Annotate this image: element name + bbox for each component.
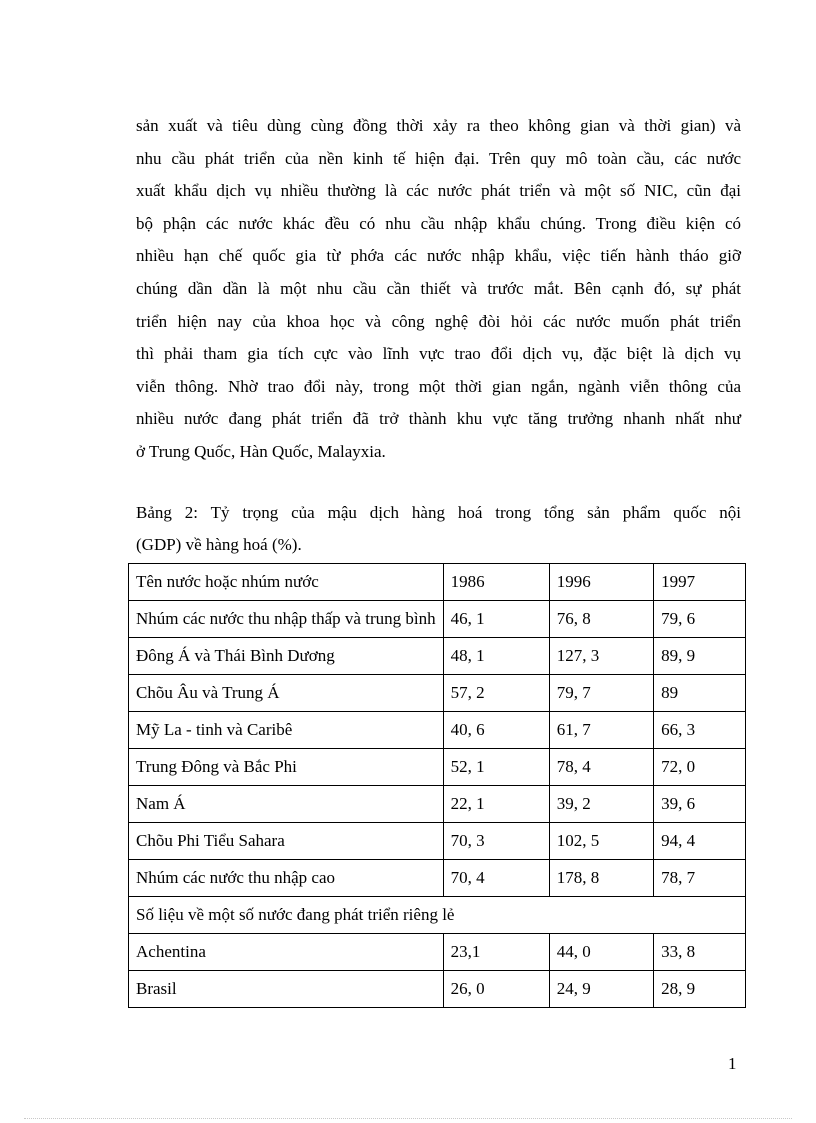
paragraph-line: ở Trung Quốc, Hàn Quốc, Malayxia. (136, 441, 386, 461)
table-cell-value: 40, 6 (443, 712, 549, 749)
table-cell-region: Nhúm các nước thu nhập cao (129, 860, 444, 897)
paragraph-line: nhiều hạn chế quốc gia từ phớa các nước nhập khẩu, việc tiến hành tháo giỡ (136, 246, 741, 266)
table-row (129, 749, 746, 786)
table-row (129, 860, 746, 897)
table-cell-value: 48, 1 (443, 638, 549, 675)
table-cell-value: 33, 8 (654, 934, 746, 971)
table-row (129, 823, 746, 860)
page-number: 1 (728, 1054, 737, 1073)
paragraph-line: xuất khẩu dịch vụ nhiều thường là các nước phát triển và một số NIC, cũn đại (136, 181, 741, 201)
header-cell-1997: 1997 (654, 564, 746, 601)
paragraph-line: chúng dần dần là một nhu cầu cần thiết và trước mắt. Bên cạnh đó, sự phát (136, 278, 741, 298)
table-cell-region: Nam Á (129, 786, 444, 823)
trade-share-table (128, 563, 746, 1008)
table-cell-region: Nhúm các nước thu nhập thấp và trung bình (129, 601, 444, 638)
paragraph-line: triển hiện nay của khoa học và công nghệ đòi hỏi các nước muốn phát triển (136, 311, 741, 331)
table-cell-value: 24, 9 (549, 971, 653, 1008)
table-row (129, 934, 746, 971)
table-cell-value: 78, 7 (654, 860, 746, 897)
table-cell-region: Chõu Âu và Trung Á (129, 675, 444, 712)
paragraph-line: bộ phận các nước khác đều có nhu cầu nhập khẩu chúng. Trong điều kiện có (136, 213, 741, 233)
paragraph-line: nhiều nước đang phát triển đã trở thành khu vực tăng trưởng nhanh nhất như (136, 409, 741, 429)
table-row (129, 638, 746, 675)
table-cell-region: Mỹ La - tinh và Caribê (129, 712, 444, 749)
table-cell-region: Trung Đông và Bắc Phi (129, 749, 444, 786)
body-paragraph (136, 110, 741, 469)
paragraph-line: nhu cầu phát triển của nền kinh tế hiện đại. Trên quy mô toàn cầu, các nước (136, 148, 741, 168)
table-cell-region: Chõu Phi Tiểu Sahara (129, 823, 444, 860)
table-cell-value: 79, 7 (549, 675, 653, 712)
caption-line: (GDP) về hàng hoá (%). (136, 535, 302, 554)
table-cell-value: 66, 3 (654, 712, 746, 749)
table-cell-value: 102, 5 (549, 823, 653, 860)
header-cell-country: Tên nước hoặc nhúm nước (129, 564, 444, 601)
table-row (129, 971, 746, 1008)
table-cell-value: 44, 0 (549, 934, 653, 971)
paragraph-line: thì phải tham gia tích cực vào lĩnh vực trao đổi dịch vụ, đặc biệt là dịch vụ (136, 344, 741, 364)
table-cell-value: 178, 8 (549, 860, 653, 897)
table-cell-value: 22, 1 (443, 786, 549, 823)
paragraph-line: viễn thông. Nhờ trao đổi này, trong một thời gian ngắn, ngành viễn thông của (136, 376, 741, 396)
table-cell-value: 26, 0 (443, 971, 549, 1008)
table-cell-country: Achentina (129, 934, 444, 971)
table-caption (136, 497, 741, 561)
table-cell-value: 39, 6 (654, 786, 746, 823)
caption-line: Bảng 2: Tỷ trọng của mậu dịch hàng hoá trong tổng sản phẩm quốc nội (136, 503, 741, 522)
table-row (129, 601, 746, 638)
table-row (129, 675, 746, 712)
table-cell-value: 70, 3 (443, 823, 549, 860)
table-section-label: Số liệu về một số nước đang phát triển riêng lẻ (129, 897, 746, 934)
table-cell-value: 28, 9 (654, 971, 746, 1008)
table-section-row (129, 897, 746, 934)
table-cell-value: 72, 0 (654, 749, 746, 786)
table-cell-value: 57, 2 (443, 675, 549, 712)
table-cell-value: 39, 2 (549, 786, 653, 823)
header-cell-1996: 1996 (549, 564, 653, 601)
page-bottom-divider (24, 1118, 792, 1119)
table-cell-value: 78, 4 (549, 749, 653, 786)
table-cell-country: Brasil (129, 971, 444, 1008)
table-row (129, 712, 746, 749)
table-cell-value: 89, 9 (654, 638, 746, 675)
table-cell-value: 61, 7 (549, 712, 653, 749)
table-cell-value: 52, 1 (443, 749, 549, 786)
table-cell-value: 94, 4 (654, 823, 746, 860)
paragraph-line: sản xuất và tiêu dùng cùng đồng thời xảy ra theo không gian và thời gian) và (136, 116, 741, 135)
table-cell-value: 23,1 (443, 934, 549, 971)
table-cell-value: 46, 1 (443, 601, 549, 638)
table-cell-value: 89 (654, 675, 746, 712)
table-cell-region: Đông Á và Thái Bình Dương (129, 638, 444, 675)
table-cell-value: 79, 6 (654, 601, 746, 638)
table-cell-value: 76, 8 (549, 601, 653, 638)
table-cell-value: 127, 3 (549, 638, 653, 675)
table-header-row (129, 564, 746, 601)
table-row (129, 786, 746, 823)
header-cell-1986: 1986 (443, 564, 549, 601)
table-cell-value: 70, 4 (443, 860, 549, 897)
